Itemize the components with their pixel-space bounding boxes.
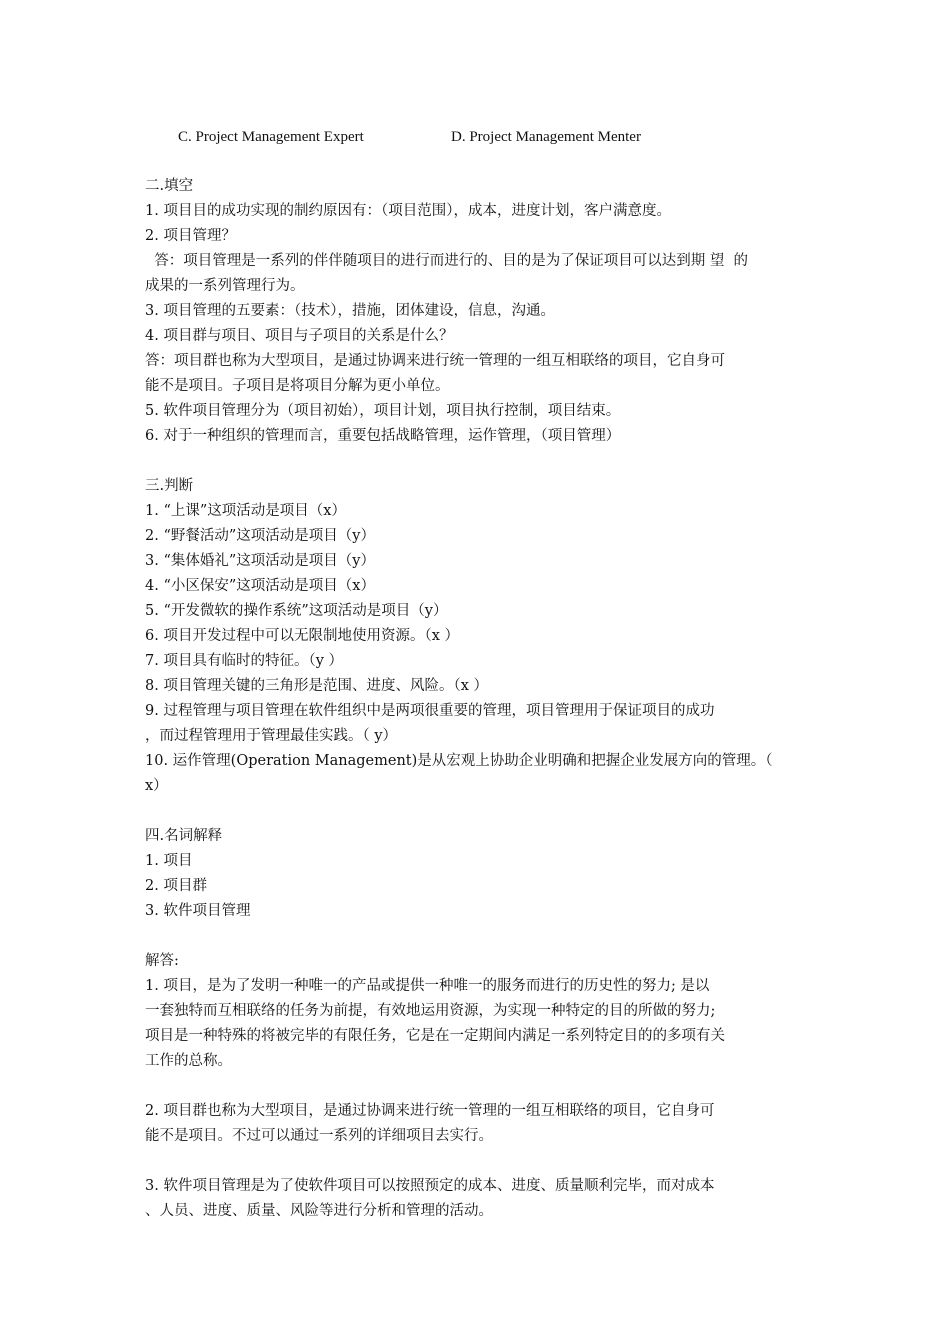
answer-line: 一套独特而互相联络的任务为前提，有效地运用资源，为实现一种特定的目的所做的努力;	[145, 1003, 716, 1019]
answer-line: 3. 软件项目管理是为了使软件项目可以按照预定的成本、进度、质量顺利完毕，而对成本	[145, 1178, 715, 1194]
judge-line: 3. “集体婚礼”这项活动是项目（y）	[145, 553, 375, 569]
answer-line: 项目是一种特殊的将被完毕的有限任务，它是在一定期间内满足一系列特定目的的多项有关	[145, 1028, 725, 1044]
judge-line: 10. 运作管理(Operation Management)是从宏观上协助企业明确和把握企业发展方向的管理。（	[145, 753, 773, 769]
judge-line: x）	[145, 778, 168, 794]
fill-blank-line: 3. 项目管理的五要素：（技术），措施，团体建设，信息，沟通。	[145, 303, 555, 319]
fill-blank-line: 能不是项目。子项目是将项目分解为更小单位。	[145, 378, 450, 394]
answer-line: 工作的总称。	[145, 1053, 232, 1069]
fill-blank-line: 6. 对于一种组织的管理而言，重要包括战略管理，运作管理，（项目管理）	[145, 428, 621, 444]
judge-line: 5. “开发微软的操作系统”这项活动是项目（y）	[145, 603, 448, 619]
fill-blank-line: 成果的一系列管理行为。	[145, 278, 305, 294]
judge-line: 6. 项目开发过程中可以无限制地使用资源。（x ）	[145, 628, 459, 644]
judge-line: 7. 项目具有临时的特征。（y ）	[145, 653, 343, 669]
option-d: D. Project Management Menter	[451, 129, 641, 145]
judge-line: 9. 过程管理与项目管理在软件组织中是两项很重要的管理，项目管理用于保证项目的成功	[145, 703, 715, 719]
fill-blank-line: 5. 软件项目管理分为（项目初始），项目计划，项目执行控制，项目结束。	[145, 403, 621, 419]
answer-line: 、人员、进度、质量、风险等进行分析和管理的活动。	[145, 1203, 493, 1219]
term-line: 3. 软件项目管理	[145, 903, 251, 919]
answer-line: 1. 项目，是为了发明一种唯一的产品或提供一种唯一的服务而进行的历史性的努力; 是以	[145, 978, 710, 994]
judge-line: 2. “野餐活动”这项活动是项目（y）	[145, 528, 375, 544]
fill-blank-line: 2. 项目管理？	[145, 228, 236, 244]
answer-line: 能不是项目。不过可以通过一系列的详细项目去实行。	[145, 1128, 493, 1144]
section-heading-judge: 三.判断	[145, 478, 194, 494]
term-line: 2. 项目群	[145, 878, 207, 894]
judge-line: 4. “小区保安”这项活动是项目（x）	[145, 578, 375, 594]
section-heading-terms: 四.名词解释	[145, 828, 223, 844]
document-body	[145, 174, 815, 1224]
fill-blank-line: 4. 项目群与项目、项目与子项目的关系是什么？	[145, 328, 454, 344]
judge-line: ，而过程管理用于管理最佳实践。（ y）	[145, 728, 398, 744]
section-gap	[145, 799, 815, 824]
fill-blank-line: 答：项目群也称为大型项目，是通过协调来进行统一管理的一组互相联络的项目，它自身可	[145, 353, 725, 369]
paragraph-gap	[145, 1149, 815, 1174]
section-heading-fill-blank: 二.填空	[145, 178, 194, 194]
section-heading-answers: 解答:	[145, 953, 179, 969]
section-gap	[145, 924, 815, 949]
fill-blank-line: 1. 项目目的成功实现的制约原因有：（项目范围），成本，进度计划，客户满意度。	[145, 203, 671, 219]
fill-blank-line: 答：项目管理是一系列的伴伴随项目的进行而进行的、目的是为了保证项目可以达到期 望 的	[145, 253, 749, 269]
term-line: 1. 项目	[145, 853, 193, 869]
answer-options-row	[178, 126, 798, 148]
judge-line: 8. 项目管理关键的三角形是范围、进度、风险。（x ）	[145, 678, 488, 694]
option-c: C. Project Management Expert	[178, 129, 364, 145]
answer-line: 2. 项目群也称为大型项目，是通过协调来进行统一管理的一组互相联络的项目，它自身可	[145, 1103, 715, 1119]
paragraph-gap	[145, 1074, 815, 1099]
section-gap	[145, 449, 815, 474]
judge-line: 1. “上课”这项活动是项目（x）	[145, 503, 346, 519]
